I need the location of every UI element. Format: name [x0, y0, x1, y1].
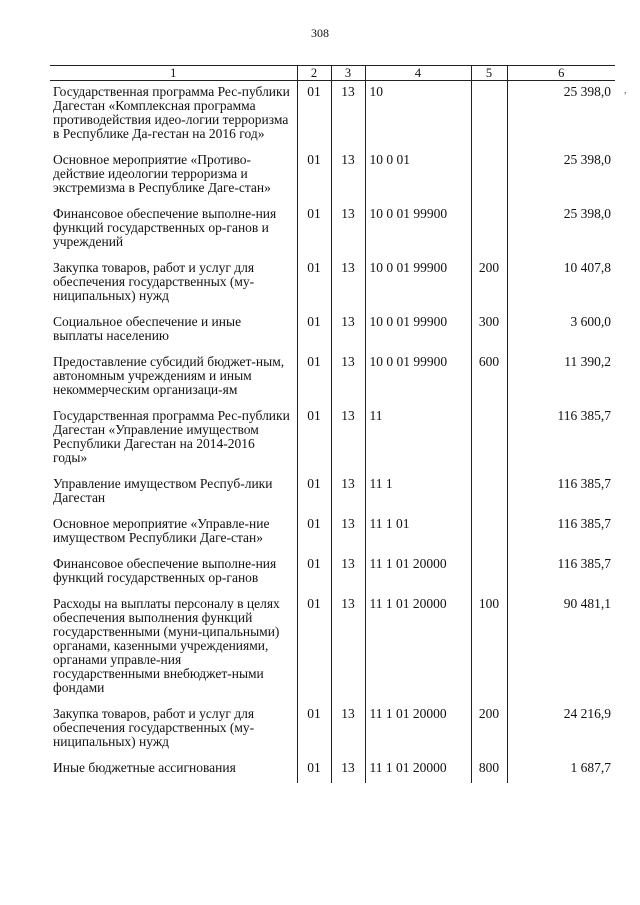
section-code-cell: 01: [297, 473, 331, 505]
row-name-cell: Закупка товаров, работ и услуг для обеспечения государственных (му-ниципальных) нужд: [53, 706, 255, 749]
target-article-cell: 10 0 01 99900: [365, 203, 471, 249]
column-header: 1: [50, 66, 297, 81]
table-body: [50, 81, 615, 784]
expense-type-cell: 100: [471, 593, 507, 695]
row-name-cell: Закупка товаров, работ и услуг для обеспечения государственных (му-ниципальных) нужд: [53, 260, 255, 303]
spacer-cell: [471, 343, 507, 351]
spacer-cell: [297, 303, 331, 311]
spacer-cell: [507, 397, 615, 405]
row-spacer: [50, 505, 615, 513]
target-article-cell: 10 0 01: [365, 149, 471, 195]
amount-cell: 25 398,0: [507, 81, 615, 142]
table-row: [50, 81, 615, 142]
spacer-cell: [50, 343, 297, 351]
spacer-cell: [297, 195, 331, 203]
row-name-cell: Предоставление субсидий бюджет-ным, автономным учреждениям и иным некоммерческим организаци-ям: [53, 354, 285, 397]
spacer-cell: [365, 775, 471, 783]
section-code-cell: 01: [297, 703, 331, 749]
spacer-cell: [471, 249, 507, 257]
expense-type-cell: [471, 473, 507, 505]
row-spacer: [50, 397, 615, 405]
row-name-cell: Государственная программа Рес-публики Дагестан «Управление имуществом Республики Дагестан на 2014-2016 годы»: [53, 408, 290, 465]
amount-cell: 11 390,2: [507, 351, 615, 397]
column-header: 4: [365, 66, 471, 81]
section-code-cell: 01: [297, 757, 331, 775]
section-code-cell: 01: [297, 351, 331, 397]
row-name-cell: Государственная программа Рес-публики Дагестан «Комплексная программа противодействия идео-логии терроризма в Республике Да-гестан на 2016 год»: [53, 84, 290, 141]
target-article-cell: 11 1 01 20000: [365, 703, 471, 749]
spacer-cell: [297, 695, 331, 703]
spacer-cell: [507, 545, 615, 553]
table-row: [50, 257, 615, 303]
spacer-cell: [331, 545, 365, 553]
spacer-cell: [365, 141, 471, 149]
spacer-cell: [297, 249, 331, 257]
spacer-cell: [507, 585, 615, 593]
target-article-cell: 10 0 01 99900: [365, 311, 471, 343]
row-name-cell: Основное мероприятие «Противо-действие идеологии терроризма и экстремизма в Республике Даге-стан»: [53, 152, 271, 195]
subsection-code-cell: 13: [331, 513, 365, 545]
expense-type-cell: 200: [471, 703, 507, 749]
subsection-code-cell: 13: [331, 311, 365, 343]
target-article-cell: 11 1 01: [365, 513, 471, 545]
spacer-cell: [365, 695, 471, 703]
spacer-cell: [297, 397, 331, 405]
target-article-cell: 10: [365, 81, 471, 142]
spacer-cell: [297, 465, 331, 473]
spacer-cell: [471, 397, 507, 405]
row-spacer: [50, 749, 615, 757]
expense-type-cell: [471, 81, 507, 142]
target-article-cell: 11 1 01 20000: [365, 593, 471, 695]
subsection-code-cell: 13: [331, 473, 365, 505]
spacer-cell: [507, 465, 615, 473]
spacer-cell: [471, 303, 507, 311]
row-spacer: [50, 585, 615, 593]
spacer-cell: [50, 303, 297, 311]
section-code-cell: 01: [297, 149, 331, 195]
row-spacer: [50, 195, 615, 203]
spacer-cell: [331, 397, 365, 405]
spacer-cell: [365, 585, 471, 593]
spacer-cell: [331, 505, 365, 513]
spacer-cell: [365, 397, 471, 405]
expense-type-cell: 600: [471, 351, 507, 397]
spacer-cell: [331, 195, 365, 203]
spacer-cell: [50, 775, 297, 783]
expense-type-cell: 800: [471, 757, 507, 775]
spacer-cell: [50, 505, 297, 513]
subsection-code-cell: 13: [331, 593, 365, 695]
section-code-cell: 01: [297, 257, 331, 303]
spacer-cell: [297, 141, 331, 149]
section-code-cell: 01: [297, 405, 331, 465]
spacer-cell: [507, 695, 615, 703]
budget-table: [50, 65, 615, 783]
row-spacer: [50, 545, 615, 553]
target-article-cell: 11 1: [365, 473, 471, 505]
spacer-cell: [471, 749, 507, 757]
spacer-cell: [365, 749, 471, 757]
spacer-cell: [507, 775, 615, 783]
spacer-cell: [507, 195, 615, 203]
spacer-cell: [507, 749, 615, 757]
section-code-cell: 01: [297, 311, 331, 343]
subsection-code-cell: 13: [331, 81, 365, 142]
spacer-cell: [365, 343, 471, 351]
spacer-cell: [331, 695, 365, 703]
row-name-cell: Социальное обеспечение и иные выплаты населению: [53, 314, 242, 343]
table-row: [50, 405, 615, 465]
amount-cell: 25 398,0: [507, 149, 615, 195]
amount-cell: 1 687,7: [507, 757, 615, 775]
spacer-cell: [471, 545, 507, 553]
spacer-cell: [331, 249, 365, 257]
spacer-cell: [50, 249, 297, 257]
row-name-cell: Управление имуществом Респуб-лики Дагестан: [53, 476, 273, 505]
spacer-cell: [331, 343, 365, 351]
table-row: [50, 593, 615, 695]
spacer-cell: [297, 545, 331, 553]
amount-cell: 10 407,8: [507, 257, 615, 303]
subsection-code-cell: 13: [331, 703, 365, 749]
spacer-cell: [365, 465, 471, 473]
subsection-code-cell: 13: [331, 405, 365, 465]
spacer-cell: [507, 505, 615, 513]
column-header: 2: [297, 66, 331, 81]
spacer-cell: [331, 303, 365, 311]
table-header-row: [50, 66, 615, 81]
table-row: [50, 703, 615, 749]
expense-type-cell: [471, 513, 507, 545]
spacer-cell: [471, 505, 507, 513]
spacer-cell: [471, 195, 507, 203]
spacer-cell: [331, 749, 365, 757]
spacer-cell: [297, 749, 331, 757]
subsection-code-cell: 13: [331, 351, 365, 397]
subsection-code-cell: 13: [331, 203, 365, 249]
spacer-cell: [297, 585, 331, 593]
page-number: 308: [311, 26, 329, 40]
row-name-cell: Основное мероприятие «Управле-ние имуществом Республики Даге-стан»: [53, 516, 270, 545]
section-code-cell: 01: [297, 593, 331, 695]
spacer-cell: [297, 505, 331, 513]
column-header: 5: [471, 66, 507, 81]
amount-cell: 24 216,9: [507, 703, 615, 749]
amount-cell: 3 600,0: [507, 311, 615, 343]
row-name-cell: Иные бюджетные ассигнования: [53, 760, 236, 775]
spacer-cell: [471, 775, 507, 783]
spacer-cell: [507, 141, 615, 149]
row-spacer: [50, 141, 615, 149]
spacer-cell: [331, 775, 365, 783]
subsection-code-cell: 13: [331, 553, 365, 585]
spacer-cell: [331, 465, 365, 473]
spacer-cell: [365, 545, 471, 553]
amount-cell: 116 385,7: [507, 513, 615, 545]
spacer-cell: [471, 465, 507, 473]
spacer-cell: [331, 141, 365, 149]
expense-type-cell: 300: [471, 311, 507, 343]
subsection-code-cell: 13: [331, 257, 365, 303]
spacer-cell: [50, 749, 297, 757]
amount-cell: 116 385,7: [507, 473, 615, 505]
target-article-cell: 11 1 01 20000: [365, 757, 471, 775]
spacer-cell: [365, 249, 471, 257]
row-spacer: [50, 303, 615, 311]
spacer-cell: [297, 343, 331, 351]
row-name-cell: Финансовое обеспечение выполне-ния функций государственных ор-ганов: [53, 556, 277, 585]
margin-mark: ,: [624, 85, 627, 96]
spacer-cell: [471, 141, 507, 149]
spacer-cell: [50, 585, 297, 593]
spacer-cell: [50, 545, 297, 553]
row-spacer: [50, 343, 615, 351]
column-header: 3: [331, 66, 365, 81]
row-name-cell: Расходы на выплаты персоналу в целях обеспечения выполнения функций государственными (муни-ципальными) органами, казенными учреждениями, органами управле-ния государственными внебюджет-ными фондами: [53, 596, 280, 695]
row-spacer: [50, 249, 615, 257]
spacer-cell: [471, 585, 507, 593]
subsection-code-cell: 13: [331, 757, 365, 775]
spacer-cell: [365, 505, 471, 513]
expense-type-cell: [471, 553, 507, 585]
spacer-cell: [507, 343, 615, 351]
expense-type-cell: [471, 405, 507, 465]
spacer-cell: [50, 695, 297, 703]
column-header: 6: [507, 66, 615, 81]
table-row: [50, 473, 615, 505]
spacer-cell: [507, 249, 615, 257]
table-row: [50, 553, 615, 585]
spacer-cell: [331, 585, 365, 593]
target-article-cell: 11 1 01 20000: [365, 553, 471, 585]
target-article-cell: 10 0 01 99900: [365, 257, 471, 303]
spacer-cell: [50, 195, 297, 203]
spacer-cell: [507, 303, 615, 311]
amount-cell: 25 398,0: [507, 203, 615, 249]
table-row: [50, 351, 615, 397]
amount-cell: 116 385,7: [507, 553, 615, 585]
section-code-cell: 01: [297, 81, 331, 142]
spacer-cell: [471, 695, 507, 703]
expense-type-cell: [471, 149, 507, 195]
section-code-cell: 01: [297, 553, 331, 585]
table-row: [50, 311, 615, 343]
spacer-cell: [50, 141, 297, 149]
section-code-cell: 01: [297, 203, 331, 249]
target-article-cell: 10 0 01 99900: [365, 351, 471, 397]
amount-cell: 116 385,7: [507, 405, 615, 465]
row-name-cell: Финансовое обеспечение выполне-ния функций государственных ор-ганов и учреждений: [53, 206, 277, 249]
table-row: [50, 757, 615, 775]
row-spacer: [50, 695, 615, 703]
spacer-cell: [50, 397, 297, 405]
spacer-cell: [297, 775, 331, 783]
table-row: [50, 203, 615, 249]
table-row: [50, 513, 615, 545]
target-article-cell: 11: [365, 405, 471, 465]
expense-type-cell: [471, 203, 507, 249]
subsection-code-cell: 13: [331, 149, 365, 195]
amount-cell: 90 481,1: [507, 593, 615, 695]
spacer-cell: [365, 303, 471, 311]
section-code-cell: 01: [297, 513, 331, 545]
expense-type-cell: 200: [471, 257, 507, 303]
spacer-cell: [50, 465, 297, 473]
table-row: [50, 149, 615, 195]
row-spacer: [50, 465, 615, 473]
spacer-cell: [365, 195, 471, 203]
row-spacer: [50, 775, 615, 783]
